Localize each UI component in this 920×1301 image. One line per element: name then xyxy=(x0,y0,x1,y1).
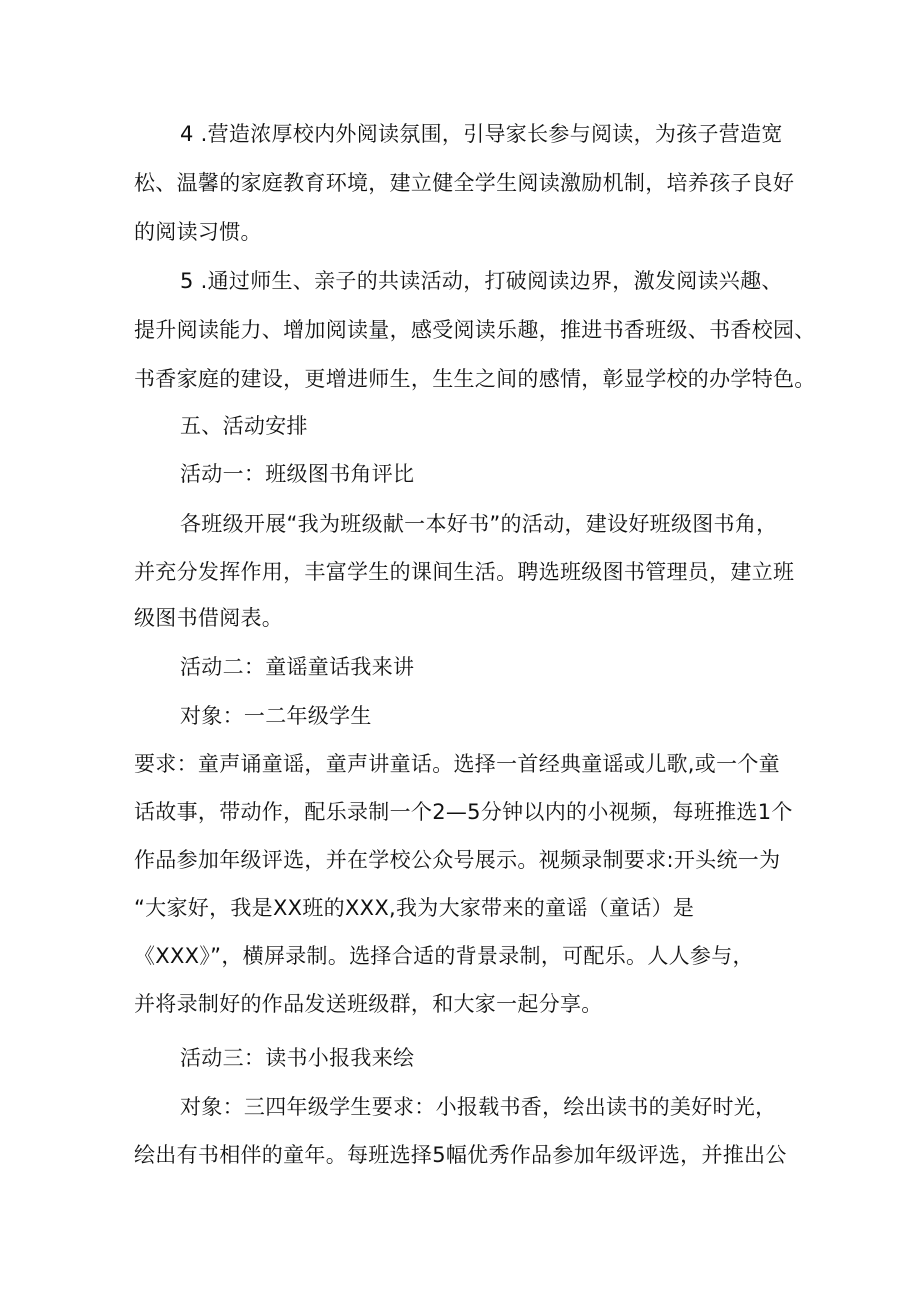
paragraph-4-line-2: 松、温馨的家庭教育环境，建立健全学生阅读激励机制，培养孩子良好 xyxy=(134,171,795,195)
activity-1-line-1: 各班级开展“我为班级献一本好书”的活动，建设好班级图书角， xyxy=(180,512,778,536)
activity-2-target: 对象：一二年级学生 xyxy=(180,704,372,728)
activity-1-line-3: 级图书借阅表。 xyxy=(134,606,284,630)
activity-3-line-2: 绘出有书相伴的童年。每班选择5幅优秀作品参加年级评选，并推出公 xyxy=(134,1143,787,1167)
activity-2-title: 活动二：童谣童话我来讲 xyxy=(180,655,415,679)
paragraph-5-line-3: 书香家庭的建设，更增进师生，生生之间的感情，彰显学校的办学特色。 xyxy=(134,367,816,391)
activity-2-requirement-line-2: 话故事，带动作，配乐录制一个2—5分钟以内的小视频，每班推选1个 xyxy=(134,800,793,824)
activity-1-line-2: 并充分发挥作用，丰富学生的课间生活。聘选班级图书管理员，建立班 xyxy=(134,560,795,584)
activity-2-requirement-line-1: 要求：童声诵童谣，童声讲童话。选择一首经典童谣或儿歌,或一个童 xyxy=(134,752,780,776)
activity-3-line-1: 对象：三四年级学生要求：小报载书香，绘出读书的美好时光， xyxy=(180,1095,777,1119)
paragraph-5-line-2: 提升阅读能力、增加阅读量，感受阅读乐趣，推进书香班级、书香校园、 xyxy=(134,318,816,342)
activity-2-requirement-line-6: 并将录制好的作品发送班级群，和大家一起分享。 xyxy=(134,992,603,1016)
paragraph-4-line-3: 的阅读习惯。 xyxy=(134,220,262,244)
paragraph-5-line-1: 5 .通过师生、亲子的共读活动，打破阅读边界，激发阅读兴趣、 xyxy=(180,269,783,293)
activity-3-title: 活动三：读书小报我来绘 xyxy=(180,1046,415,1070)
activity-1-title: 活动一：班级图书角评比 xyxy=(180,462,415,486)
activity-2-requirement-line-5: 《XXX》”，横屏录制。选择合适的背景录制，可配乐。人人参与， xyxy=(134,944,754,968)
section-heading-activities: 五、活动安排 xyxy=(180,414,308,438)
activity-2-requirement-line-3: 作品参加年级评选，并在学校公众号展示。视频录制要求:开头统一为 xyxy=(134,848,781,872)
activity-2-requirement-line-4: “大家好，我是XX班的XXX,我为大家带来的童谣（童话）是 xyxy=(134,896,695,920)
paragraph-4-line-1: 4 .营造浓厚校内外阅读氛围，引导家长参与阅读，为孩子营造宽 xyxy=(180,122,783,146)
